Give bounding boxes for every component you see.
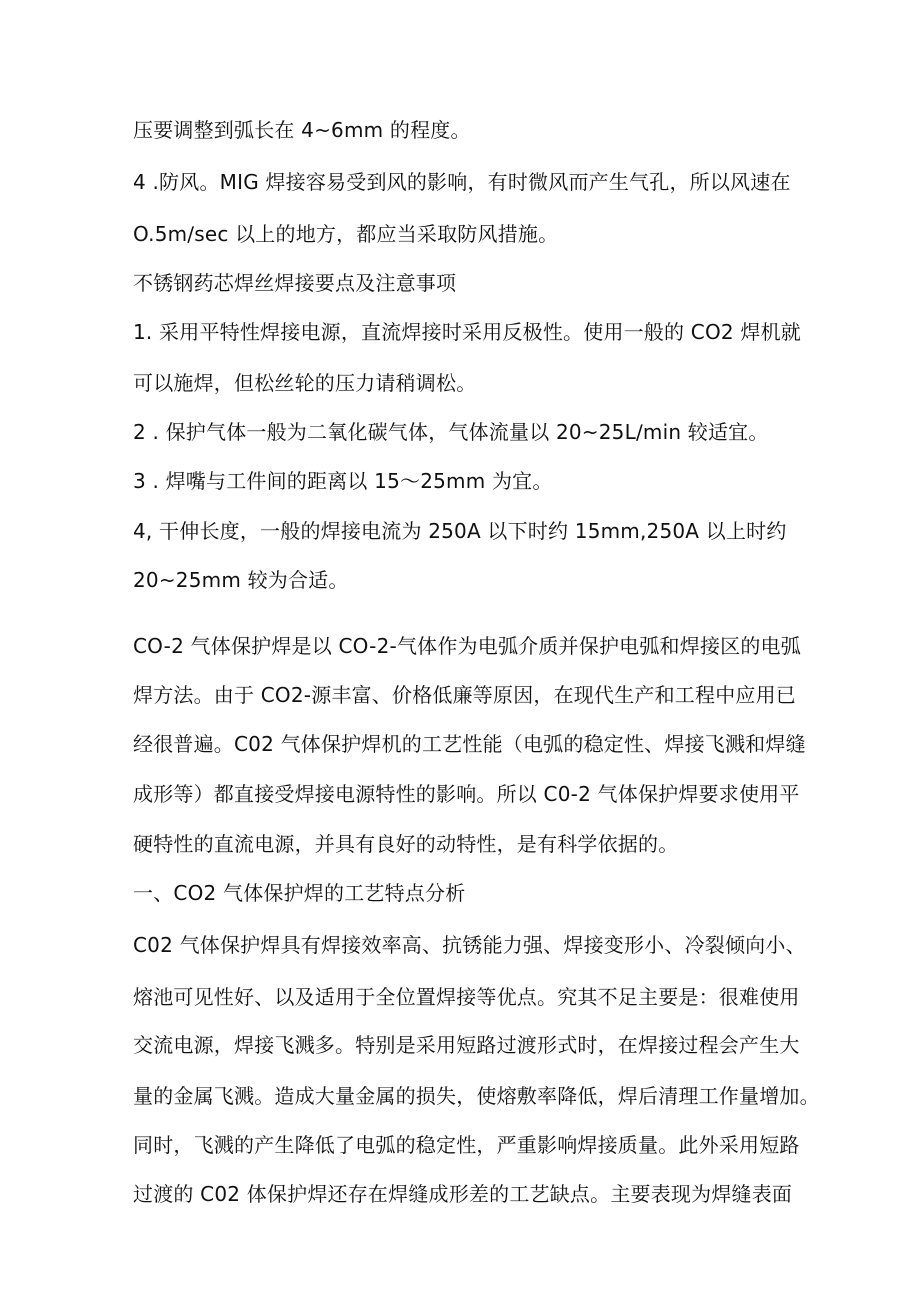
text-line: 可以施焊，但松丝轮的压力请稍调松。 [133, 371, 477, 395]
text-line: 焊方法。由于 CO2-源丰富、价格低廉等原因，在现代生产和工程中应用已 [133, 683, 797, 707]
text-line: 硬特性的直流电源，并具有良好的动特性，是有科学依据的。 [133, 832, 679, 856]
text-line: 3 . 焊嘴与工件间的距离以 15～25mm 为宜。 [133, 469, 553, 493]
text-line: 过渡的 C02 体保护焊还存在焊缝成形差的工艺缺点。主要表现为焊缝表面 [133, 1182, 793, 1206]
text-line: 量的金属飞溅。造成大量金属的损失，使熔敷率降低，焊后清理工作量增加。 [133, 1084, 820, 1108]
text-line: 交流电源，焊接飞溅多。特别是采用短路过渡形式时，在焊接过程会产生大 [133, 1033, 800, 1057]
text-line: 1. 采用平特性焊接电源，直流焊接时采用反极性。使用一般的 CO2 焊机就 [133, 320, 801, 344]
text-line: 4 .防风。MIG 焊接容易受到风的影响，有时微风而产生气孔，所以风速在 [133, 170, 791, 194]
text-line: O.5m∕sec 以上的地方，都应当采取防风措施。 [133, 222, 559, 246]
text-line: 熔池可见性好、以及适用于全位置焊接等优点。究其不足主要是：很难使用 [133, 985, 800, 1009]
text-line: 2 . 保护气体一般为二氧化碳气体，气体流量以 20~25L∕min 较适宜。 [133, 420, 769, 444]
text-line: 20~25mm 较为合适。 [133, 568, 349, 592]
section-heading: 一、CO2 气体保护焊的工艺特点分析 [133, 881, 466, 905]
section-heading: 不锈钢药芯焊丝焊接要点及注意事项 [133, 271, 457, 295]
text-line: 4, 干伸长度，一般的焊接电流为 250A 以下时约 15mm,250A 以上时约 [133, 519, 787, 543]
text-line: 压要调整到弧长在 4~6mm 的程度。 [133, 118, 471, 142]
text-line: CO-2 气体保护焊是以 CO-2-气体作为电弧介质并保护电弧和焊接区的电弧 [133, 634, 801, 658]
text-line: 成形等）都直接受焊接电源特性的影响。所以 C0-2 气体保护焊要求使用平 [133, 782, 800, 806]
text-line: 经很普遍。C02 气体保护焊机的工艺性能（电弧的稳定性、焊接飞溅和焊缝 [133, 732, 806, 756]
text-line: C02 气体保护焊具有焊接效率高、抗锈能力强、焊接变形小、冷裂倾向小、 [133, 933, 806, 957]
text-line: 同时，飞溅的产生降低了电弧的稳定性，严重影响焊接质量。此外采用短路 [133, 1133, 800, 1157]
